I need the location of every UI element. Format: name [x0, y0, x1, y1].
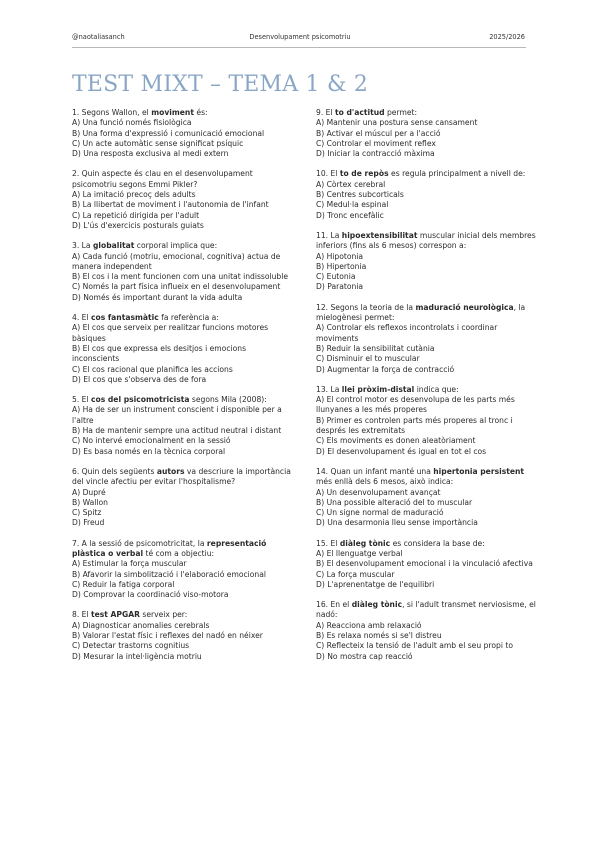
- question-text: [316, 231, 538, 252]
- question-keyword: cos fantasmàtic: [90, 313, 159, 323]
- question-text: [72, 169, 294, 190]
- question-keyword: globalitat: [92, 241, 135, 251]
- question-text: [316, 169, 538, 179]
- page-header: [0, 33, 600, 45]
- question-5: [72, 395, 294, 457]
- answer-options: [72, 621, 294, 662]
- answer-option: B) Hipertonia: [316, 261, 367, 271]
- question-text-part: més enllà dels 6 mesos, això indica:: [316, 477, 454, 487]
- answer-options: [316, 118, 538, 159]
- answer-options: [72, 118, 294, 159]
- question-keyword: llei pròxim-distal: [341, 384, 415, 394]
- question-keyword: test APGAR: [90, 610, 140, 620]
- question-text: [72, 610, 294, 620]
- question-text: [72, 467, 294, 488]
- answer-option: A) Mantenir una postura sense cansament: [316, 118, 478, 128]
- question-10: [316, 169, 538, 220]
- answer-options: [316, 180, 538, 221]
- question-text-part: 3. La: [72, 241, 93, 251]
- question-text-part: fa referència a:: [158, 313, 219, 323]
- answer-options: [72, 190, 294, 231]
- answer-option: A) Hipotonia: [316, 251, 364, 261]
- question-text-part: va descriure la importància del vincle afectiu per evitar l'hospitalisme?: [72, 466, 291, 487]
- school-year: 2025/2026: [489, 33, 525, 41]
- question-text-part: 1. Segons Wallon, el: [72, 108, 152, 117]
- answer-option: A) Reacciona amb relaxació: [316, 620, 422, 630]
- answer-options: [316, 252, 538, 293]
- answer-option: A) Estimular la força muscular: [72, 559, 187, 569]
- answer-option: D) Iniciar la contracció màxima: [316, 149, 435, 159]
- answer-options: [72, 559, 294, 600]
- question-2: [72, 169, 294, 231]
- question-3: [72, 241, 294, 303]
- answer-option: C) La força muscular: [316, 569, 395, 579]
- question-keyword: moviment: [151, 108, 194, 117]
- answer-option: B) Centres subcorticals: [316, 190, 404, 200]
- question-11: [316, 231, 538, 293]
- question-text-part: 14. Quan un infant manté una: [316, 466, 434, 476]
- right-column: [316, 108, 538, 672]
- question-text-part: 2. Quin aspecte és clau en el desenvolupament psicomotriu segons Emmi Pikler?: [72, 169, 253, 189]
- answer-option: C) Eutonia: [316, 272, 356, 282]
- question-9: [316, 108, 538, 159]
- question-text-part: 15. El: [316, 538, 340, 548]
- answer-option: B) Es relaxa només si se'l distreu: [316, 631, 442, 641]
- answer-option: A) La imitació precoç dels adults: [72, 190, 196, 200]
- question-text-part: corporal implica que:: [134, 241, 218, 251]
- left-column: [72, 108, 294, 672]
- question-text-part: muscular inicial dels membres inferiors (fins als 6 mesos) correspon a:: [316, 230, 536, 251]
- answer-option: C) No intervé emocionalment en la sessió: [72, 436, 231, 446]
- answer-option: B) Reduir la sensibilitat cutània: [316, 343, 435, 353]
- answer-option: C) Un signe normal de maduració: [316, 508, 444, 518]
- question-text: [316, 303, 538, 324]
- answer-option: B) El cos i la ment funcionen com una unitat indissoluble: [72, 272, 289, 282]
- question-text: [316, 600, 538, 621]
- question-text: [72, 539, 294, 560]
- question-text-part: té com a objectiu:: [143, 548, 215, 558]
- answer-options: [72, 405, 294, 456]
- question-text-part: 10. El: [316, 169, 340, 179]
- answer-option: D) Tronc encefàlic: [316, 210, 384, 220]
- question-text: [72, 241, 294, 251]
- answer-option: A) Un desenvolupament avançat: [316, 487, 441, 497]
- question-text-part: es regula principalment a nivell de:: [388, 169, 526, 179]
- question-keyword: diàleg tònic: [351, 600, 403, 610]
- answer-option: D) El cos que s'observa des de fora: [72, 374, 207, 384]
- question-text-part: 13. La: [316, 384, 342, 394]
- question-text-part: permet:: [384, 108, 418, 117]
- answer-options: [316, 621, 538, 662]
- question-keyword: representació plàstica o verbal: [72, 538, 267, 558]
- answer-option: A) Controlar els reflexos incontrolats i coordinar moviments: [316, 323, 498, 343]
- answer-option: B) El cos que expressa els desitjos i emocions inconscients: [72, 343, 247, 364]
- answer-option: A) Còrtex cerebral: [316, 179, 386, 189]
- question-text-part: , si l'adult transmet nerviosisme, el nadó:: [316, 600, 536, 620]
- answer-option: C) Medul·la espinal: [316, 200, 389, 210]
- answer-option: C) Reduir la fatiga corporal: [72, 579, 175, 589]
- answer-option: A) El llenguatge verbal: [316, 548, 403, 558]
- answer-options: [72, 488, 294, 529]
- question-7: [72, 539, 294, 601]
- question-text-part: 9. El: [316, 108, 335, 117]
- answer-option: D) Una resposta exclusiva al medi extern: [72, 149, 229, 159]
- answer-option: C) Detectar trastorns cognitius: [72, 641, 190, 651]
- header-divider: [72, 47, 526, 48]
- question-text-part: 12. Segons la teoria de la: [316, 302, 416, 312]
- question-text-part: indica que:: [414, 384, 459, 394]
- answer-options: [72, 323, 294, 385]
- question-text-part: 6. Quin dels següents: [72, 466, 157, 476]
- answer-option: B) Primer es controlen parts més properes al tronc i després les extremitats: [316, 415, 513, 436]
- answer-option: C) Spitz: [72, 508, 102, 518]
- question-text-part: és:: [193, 108, 208, 117]
- answer-option: B) Activar el múscul per a l'acció: [316, 128, 441, 138]
- question-keyword: to d'actitud: [334, 108, 385, 117]
- question-keyword: to de repòs: [339, 169, 389, 179]
- question-text: [72, 313, 294, 323]
- answer-options: [316, 395, 538, 457]
- author-handle: @naotaliasanch: [72, 33, 125, 41]
- question-12: [316, 303, 538, 375]
- answer-option: D) Paratonia: [316, 282, 364, 292]
- answer-option: D) Mesurar la intel·ligència motriu: [72, 651, 202, 661]
- question-text: [72, 108, 294, 118]
- question-text: [316, 385, 538, 395]
- answer-option: D) Augmentar la força de contracció: [316, 364, 455, 374]
- answer-option: A) El control motor es desenvolupa de les parts més llunyanes a les més properes: [316, 395, 515, 415]
- question-keyword: hipertonia persistent: [433, 466, 525, 476]
- question-8: [72, 610, 294, 661]
- question-16: [316, 600, 538, 662]
- question-text-part: 5. El: [72, 395, 91, 405]
- question-text-part: , la mielogènesi permet:: [316, 302, 526, 323]
- answer-option: C) Un acte automàtic sense significat psíquic: [72, 138, 244, 148]
- question-keyword: maduració neurològica: [415, 302, 514, 312]
- answer-option: C) La repetició dirigida per l'adult: [72, 210, 200, 220]
- question-13: [316, 385, 538, 457]
- answer-option: B) Valorar l'estat físic i reflexes del nadó en néixer: [72, 631, 263, 641]
- answer-option: B) Afavorir la simbolització i l'elaboració emocional: [72, 569, 266, 579]
- answer-option: C) Reflecteix la tensió de l'adult amb el seu propi to: [316, 641, 513, 651]
- answer-option: D) Freud: [72, 518, 105, 528]
- question-text: [316, 539, 538, 549]
- question-keyword: diàleg tònic: [339, 538, 391, 548]
- question-4: [72, 313, 294, 385]
- answer-options: [72, 252, 294, 303]
- answer-option: C) El cos racional que planifica les accions: [72, 364, 233, 374]
- question-text-part: segons Mila (2008):: [189, 395, 267, 405]
- answer-option: D) Només és important durant la vida adulta: [72, 292, 243, 302]
- answer-options: [316, 323, 538, 374]
- answer-option: B) El desenvolupament emocional i la vinculació afectiva: [316, 559, 533, 569]
- question-text: [72, 395, 294, 405]
- answer-option: C) Els moviments es donen aleatòriament: [316, 436, 476, 446]
- question-text: [316, 467, 538, 488]
- question-text-part: 8. El: [72, 610, 91, 620]
- subject-name: Desenvolupament psicomotriu: [249, 33, 351, 41]
- answer-option: B) Wallon: [72, 497, 108, 507]
- question-14: [316, 467, 538, 529]
- question-text: [316, 108, 538, 118]
- answer-option: B) Una forma d'expressió i comunicació emocional: [72, 128, 265, 138]
- answer-option: D) L'aprenentatge de l'equilibri: [316, 579, 435, 589]
- question-15: [316, 539, 538, 590]
- answer-option: D) El desenvolupament és igual en tot el cos: [316, 446, 487, 456]
- answer-option: A) Dupré: [72, 487, 106, 497]
- answer-option: D) No mostra cap reacció: [316, 651, 413, 661]
- question-keyword: cos del psicomotricista: [90, 395, 190, 405]
- question-text-part: 16. En el: [316, 600, 352, 610]
- answer-option: C) Controlar el moviment reflex: [316, 138, 436, 148]
- question-text-part: serveix per:: [139, 610, 188, 620]
- answer-option: A) Una funció només fisiològica: [72, 118, 192, 128]
- question-6: [72, 467, 294, 529]
- question-text-part: 7. A la sessió de psicomotricitat, la: [72, 538, 207, 548]
- answer-option: C) Disminuir el to muscular: [316, 354, 420, 364]
- answer-option: C) Només la part física influeix en el desenvolupament: [72, 282, 281, 292]
- answer-option: A) Diagnosticar anomalies cerebrals: [72, 620, 210, 630]
- answer-option: A) Cada funció (motriu, emocional, cognitiva) actua de manera independent: [72, 251, 281, 271]
- answer-option: D) Una desarmonia lleu sense importància: [316, 518, 478, 528]
- answer-option: A) El cos que serveix per realitzar funcions motores bàsiques: [72, 323, 269, 343]
- question-1: [72, 108, 294, 159]
- answer-option: B) Una possible alteració del to muscular: [316, 497, 473, 507]
- answer-options: [316, 549, 538, 590]
- answer-option: D) L'ús d'exercicis posturals guiats: [72, 220, 204, 230]
- question-keyword: autors: [156, 466, 185, 476]
- question-text-part: 11. La: [316, 230, 342, 240]
- question-text-part: 4. El: [72, 313, 91, 323]
- answer-option: D) Es basa només en la tècnica corporal: [72, 446, 226, 456]
- answer-option: D) Comprovar la coordinació viso-motora: [72, 590, 229, 600]
- question-text-part: es considera la base de:: [390, 538, 485, 548]
- question-keyword: hipoextensibilitat: [341, 230, 418, 240]
- answer-options: [316, 488, 538, 529]
- page-title: TEST MIXT – TEMA 1 & 2: [72, 72, 369, 97]
- answer-option: B) Ha de mantenir sempre una actitud neutral i distant: [72, 426, 282, 436]
- answer-option: B) La llibertat de moviment i l'autonomia de l'infant: [72, 200, 269, 210]
- answer-option: A) Ha de ser un instrument conscient i disponible per a l'altre: [72, 405, 282, 425]
